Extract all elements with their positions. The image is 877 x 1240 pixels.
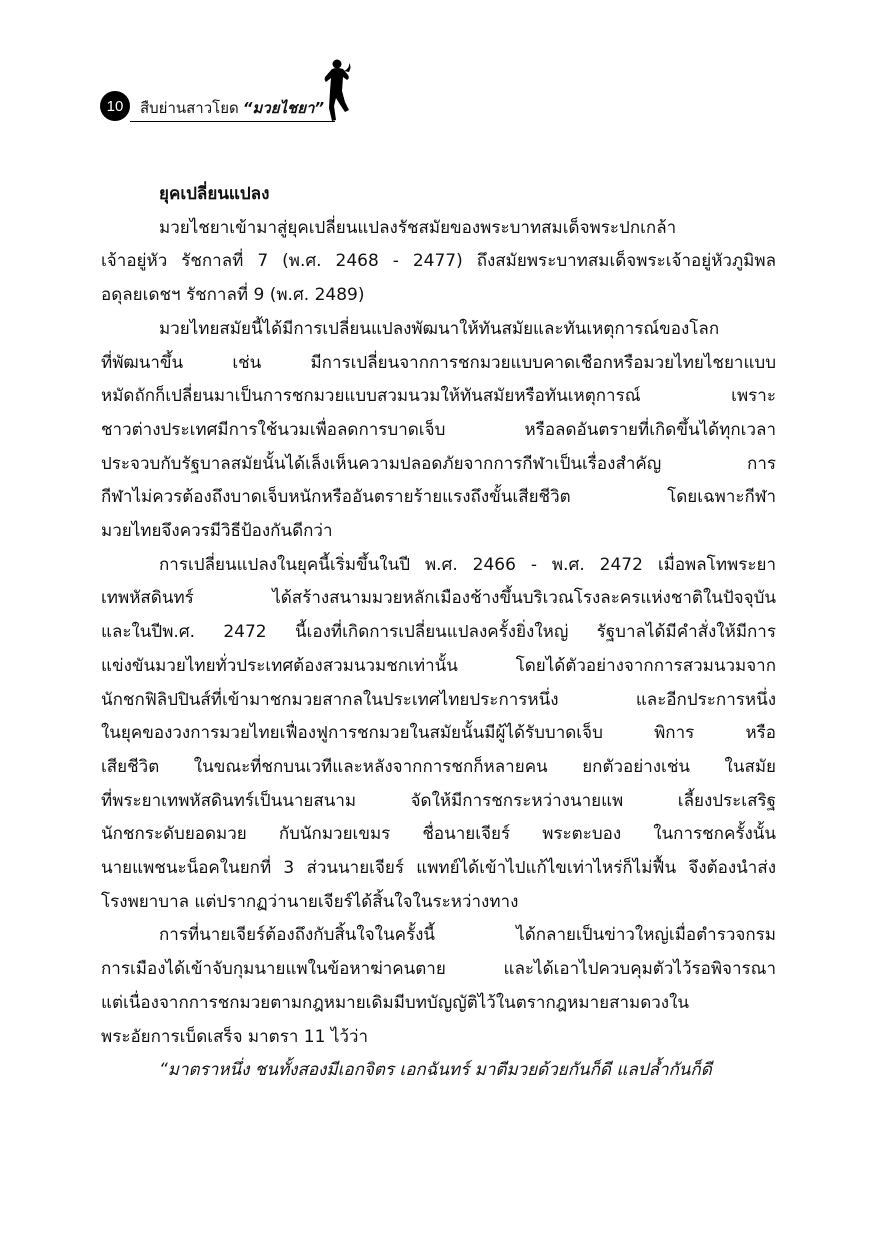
text-line: หมัดถักก็เปลี่ยนมาเป็นการชกมวยแบบสวมนวมให้ทันสมัยหรือทันเหตุการณ์ เพราะ bbox=[101, 386, 776, 407]
text-line: เทพหัสดินทร์ ได้สร้างสนามมวยหลักเมืองช้างขึ้นบริเวณโรงละครแห่งชาติในปัจจุบัน bbox=[101, 588, 776, 609]
text-line: พระอัยการเบ็ดเสร็จ มาตรา 11 ไว้ว่า bbox=[101, 1026, 369, 1047]
text-line: การเปลี่ยนแปลงในยุคนี้เริ่มขึ้นในปี พ.ศ. 2466 - พ.ศ. 2472 เมื่อพลโทพระยา bbox=[159, 554, 776, 575]
article-body bbox=[101, 178, 776, 1088]
text-line: ชาวต่างประเทศมีการใช้นวมเพื่อลดการบาดเจ็บ หรือลดอันตรายที่เกิดขึ้นได้ทุกเวลา bbox=[101, 419, 776, 440]
paragraph bbox=[101, 313, 776, 549]
boxer-silhouette-icon bbox=[322, 58, 352, 124]
series-title: “มวยไชยา” bbox=[242, 99, 325, 117]
paragraph bbox=[101, 919, 776, 1054]
text-line: นักชกฟิลิปปินส์ที่เข้ามาชกมวยสากลในประเทศไทยประการหนึ่ง และอีกประการหนึ่ง bbox=[101, 689, 776, 710]
text-line: เจ้าอยู่หัว รัชกาลที่ 7 (พ.ศ. 2468 - 2477) ถึงสมัยพระบาทสมเด็จพระเจ้าอยู่หัวภูมิพล bbox=[101, 251, 776, 272]
text-line: มวยไทยจึงควรมีวิธีป้องกันดีกว่า bbox=[101, 521, 333, 542]
paragraph bbox=[101, 212, 776, 313]
text-line: กีฬาไม่ควรต้องถึงบาดเจ็บหนักหรืออันตรายร้ายแรงถึงขั้นเสียชีวิต โดยเฉพาะกีฬา bbox=[101, 487, 776, 508]
section-title: ยุคเปลี่ยนแปลง bbox=[159, 184, 270, 204]
text-line: ในยุคของวงการมวยไทยเฟื่องฟูการชกมวยในสมัยนั้นมีผู้ได้รับบาดเจ็บ พิการ หรือ bbox=[101, 723, 776, 744]
paragraph bbox=[101, 549, 776, 920]
text-line: การเมืองได้เข้าจับกุมนายแพในข้อหาฆ่าคนตาย และได้เอาไปควบคุมตัวไว้รอพิจารณา bbox=[101, 959, 776, 980]
text-line: มวยไทยสมัยนี้ได้มีการเปลี่ยนแปลงพัฒนาให้ทันสมัยและทันเหตุการณ์ของโลก bbox=[159, 318, 720, 339]
book-title: สืบย่านสาวโยด bbox=[140, 99, 239, 117]
text-line: นักชกระดับยอดมวย กับนักมวยเขมร ชื่อนายเจียร์ พระตะบอง ในการชกครั้งนั้น bbox=[101, 824, 776, 845]
running-title bbox=[140, 96, 324, 120]
law-quote: “มาตราหนึ่ง ชนทั้งสองมีเอกจิตร เอกฉันทร์ มาตีมวยด้วยกันก็ดี แลปล้ำกันก็ดี bbox=[159, 1060, 712, 1081]
text-line: อดุลยเดชฯ รัชกาลที่ 9 (พ.ศ. 2489) bbox=[101, 285, 365, 306]
text-line: ที่พระยาเทพหัสดินทร์เป็นนายสนาม จัดให้มีการชกระหว่างนายแพ เลี้ยงประเสริฐ bbox=[101, 790, 776, 811]
running-header bbox=[100, 58, 360, 124]
page-number: 10 bbox=[100, 91, 130, 121]
text-line: มวยไชยาเข้ามาสู่ยุคเปลี่ยนแปลงรัชสมัยของพระบาทสมเด็จพระปกเกล้า bbox=[159, 217, 677, 238]
text-line: การที่นายเจียร์ต้องถึงกับสิ้นใจในครั้งนี้ ได้กลายเป็นข่าวใหญ่เมื่อตำรวจกรม bbox=[159, 925, 776, 946]
text-line: โรงพยาบาล แต่ปรากฏว่านายเจียร์ได้สิ้นใจในระหว่างทาง bbox=[101, 891, 519, 912]
text-line: แข่งขันมวยไทยทั่วประเทศต้องสวมนวมชกเท่านั้น โดยได้ตัวอย่างจากการสวมนวมจาก bbox=[101, 655, 776, 676]
text-line: เสียชีวิต ในขณะที่ชกบนเวทีและหลังจากการชกก็หลายคน ยกตัวอย่างเช่น ในสมัย bbox=[101, 756, 776, 777]
text-line: ที่พัฒนาขึ้น เช่น มีการเปลี่ยนจากการชกมวยแบบคาดเชือกหรือมวยไทยไชยาแบบ bbox=[101, 352, 776, 373]
text-line: นายแพชนะน็อคในยกที่ 3 ส่วนนายเจียร์ แพทย์ได้เข้าไปแก้ไขเท่าไหร่ก็ไม่ฟื้น จึงต้องนำส่ง bbox=[101, 858, 776, 879]
header-rule bbox=[130, 121, 335, 122]
text-line: และในปีพ.ศ. 2472 นี้เองที่เกิดการเปลี่ยนแปลงครั้งยิ่งใหญ่ รัฐบาลได้มีคำสั่งให้มีการ bbox=[101, 622, 776, 643]
text-line: แต่เนื่องจากการชกมวยตามกฎหมายเดิมมีบทบัญญัติไว้ในตรากฎหมายสามดวงใน bbox=[101, 992, 690, 1013]
text-line: ประจวบกับรัฐบาลสมัยนั้นได้เล็งเห็นความปลอดภัยจากการกีฬาเป็นเรื่องสำคัญ การ bbox=[101, 453, 776, 474]
